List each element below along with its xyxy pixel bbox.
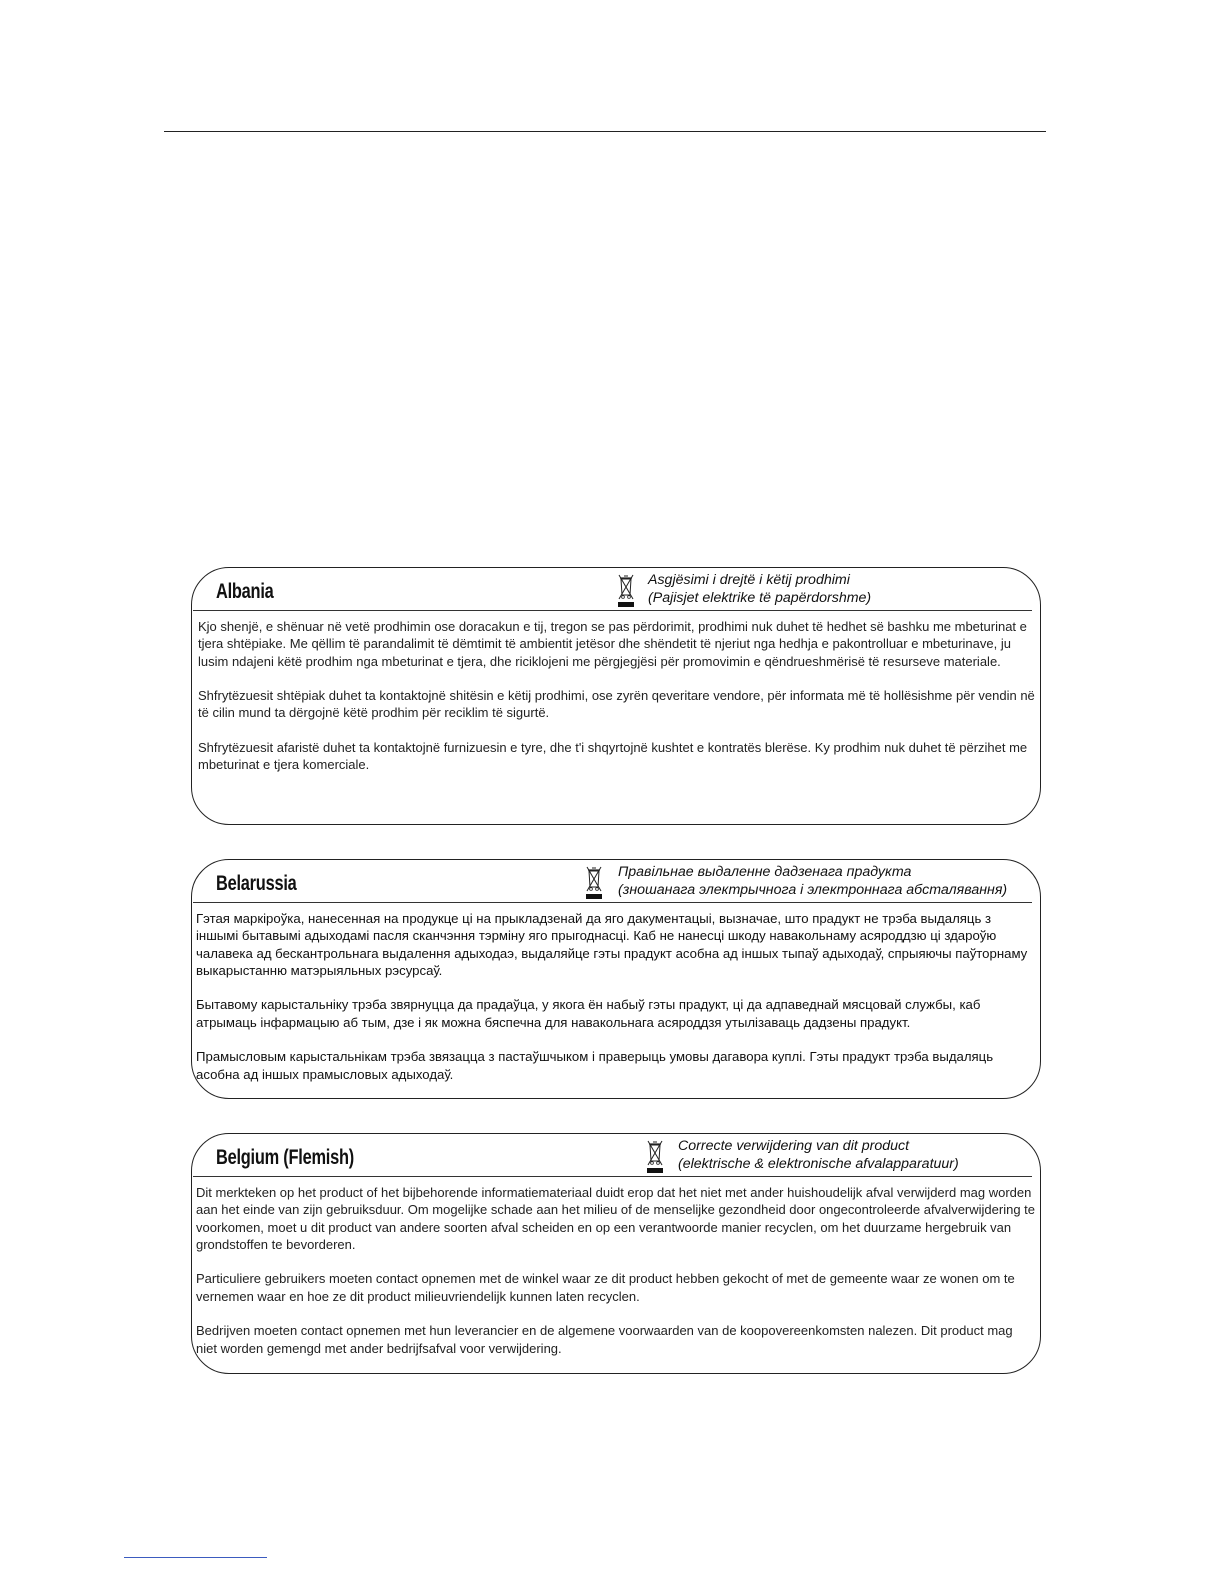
section-body <box>196 1184 1036 1357</box>
crossed-out-wheelie-bin-icon <box>584 864 604 900</box>
header-rule <box>193 902 1032 903</box>
heading-line-2: (Pajisjet elektrike të papërdorshme) <box>648 590 872 606</box>
heading-line-2: (зношанага электрычнога і электроннага абсталявання) <box>618 882 1008 898</box>
heading-line-1: Correcte verwijdering van dit product <box>678 1138 910 1154</box>
country-title: Albania <box>216 580 274 603</box>
paragraph: Dit merkteken op het product of het bijbehorende informatiemateriaal duidt erop dat het niet met ander huishoudelijk afval verwijderd mag worden aan het einde van zijn gebruiksduur. Om mogelijke schade aan het milieu of de menselijke gezondheid door ongecontroleerde afvalverwijdering te voorkomen, moet u dit product van andere soorten afval scheiden en op een verantwoorde manier recyclen, om het duurzame hergebruik van grondstoffen te bevorderen. <box>196 1185 1036 1252</box>
paragraph: Гэтая маркіроўка, нанесенная на продукце ці на прыкладзенай да яго дакументацыі, вызначае, што прадукт не трэба выдаляць з іншымі бытавымі адыходамі пасля сканчэння тэрміну яго прыгоднасці. Каб не нанесці шкоду навакольнаму асяроддзю ці здароўю чалавека ад бескантрольнага выдалення адыходаэ, выдаляйце гэты прадукт асобна ад іншых тыпаў адыходаў, спрыяючы паўторнаму выкарыстанню матэрыяльных рэсурсаў. <box>196 911 1028 978</box>
crossed-out-wheelie-bin-icon <box>616 572 636 608</box>
paragraph: Shfrytëzuesit afaristë duhet ta kontaktojnë furnizuesin e tyre, dhe t'i shqyrtojnë kushtet e kontratës blerëse. Ky prodhim nuk duhet të përzihet me mbeturinat e tjera komerciale. <box>198 740 1028 773</box>
country-title: Belgium (Flemish) <box>216 1146 354 1169</box>
section-belarussia <box>191 859 1041 1099</box>
section-body <box>198 618 1036 774</box>
country-title: Belarussia <box>216 872 297 895</box>
header-rule <box>193 1176 1032 1177</box>
bottom-divider <box>124 1557 267 1558</box>
paragraph: Kjo shenjë, e shënuar në vetë prodhimin ose doracakun e tij, tregon se pas përdorimit, prodhimi nuk duhet të hedhet së bashku me mbeturinat e tjera shtëpiake. Me qëllim të parandalimit të dëmtimit të ambientit jetësor dhe shëndetit të njeriut nga hedhja e pakontrolluar e mbeturinave, ju lusim ndajeni këtë prodhim nga mbeturinat e tjera, dhe ricikloјeni me përgjegjësi për promovimin e qëndrueshmërisë të resurseve materiale. <box>198 619 1027 669</box>
disposal-heading <box>618 863 1007 899</box>
heading-line-1: Правільнае выдаленне дадзенага прадукта <box>618 864 912 880</box>
section-body <box>196 910 1036 1083</box>
paragraph: Бытавому карыстальніку трэба звярнуцца да прадаўца, у якога ён набыў гэты прадукт, ці да адпаведнай мясцовай службы, каб атрымаць інфармацыю аб тым, дзе і як можна бяспечна для навакольнага асяроддзя утылізаваць дадзены прадукт. <box>196 997 981 1030</box>
paragraph: Shfrytëzuesit shtëpiak duhet ta kontaktojnë shitësin e këtij prodhimi, ose zyrën qeveritare vendore, për informata më të hollësishme për vendin në të cilin mund ta dërgojnë këtë prodhim për reciklim të sigurtë. <box>198 688 1035 721</box>
section-belgium-flemish <box>191 1133 1041 1374</box>
paragraph: Bedrijven moeten contact opnemen met hun leverancier en de algemene voorwaarden van de koopovereenkomsten nalezen. Dit product mag niet worden gemengd met ander bedrijfsafval voor verwijdering. <box>196 1323 1013 1356</box>
disposal-heading <box>678 1137 959 1173</box>
crossed-out-wheelie-bin-icon <box>645 1138 665 1174</box>
section-albania <box>191 567 1041 825</box>
paragraph: Прамысловым карыстальнікам трэба звязацца з пастаўшчыком і праверыць умовы дагавора куплі. Гэты прадукт трэба выдаляць асобна ад іншых прамысловых адыходаў. <box>196 1049 994 1082</box>
paragraph: Particuliere gebruikers moeten contact opnemen met de winkel waar ze dit product hebben gekocht of met de gemeente waar ze wonen om te vernemen waar en hoe ze dit product milieuvriendelijk kunnen laten recyclen. <box>196 1271 1015 1304</box>
top-divider <box>164 131 1046 132</box>
disposal-heading <box>648 571 871 607</box>
heading-line-2: (elektrische & elektronische afvalapparatuur) <box>678 1156 959 1172</box>
header-rule <box>193 610 1032 611</box>
heading-line-1: Asgjësimi i drejtë i këtij prodhimi <box>648 572 850 588</box>
